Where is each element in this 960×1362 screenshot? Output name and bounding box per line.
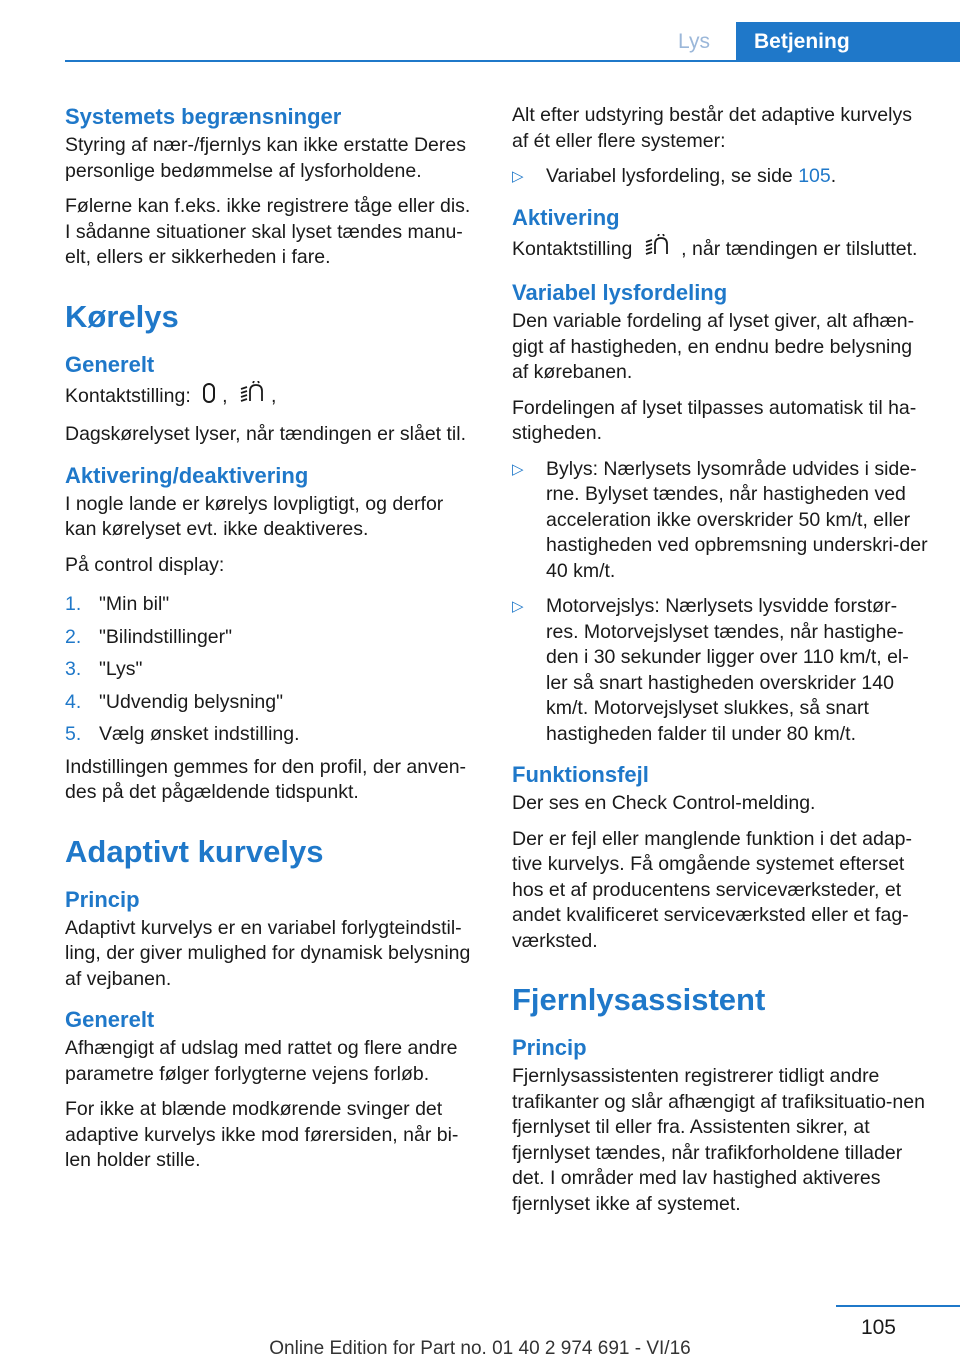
bullet-marker-icon: ▷ bbox=[512, 168, 524, 185]
heading-aktivering-deaktivering: Aktivering/deaktivering bbox=[65, 462, 309, 488]
key-position-0-icon bbox=[202, 382, 216, 412]
tab-betjening[interactable]: Betjening bbox=[736, 22, 960, 62]
paragraph: Fjernlysassistenten registrerer tidligt andre trafikanter og slår afhængigt af trafiksituatio-nen fjernlyset til eller fra. Assistenten sikrer, at fjernlyset tændes, når trafikforholdene tillader det. I områder med lav hastighed aktiveres fjernlyset ikke af systemet. bbox=[512, 1065, 925, 1215]
list-item: ▷ Bylys: Nærlysets lysområde udvides i side-rne. Bylyset tændes, når hastigheden ved acceleration ikke overskrider 50 km/t, eller hastigheden ved opbremsning underskri-der 40 km/t. bbox=[512, 457, 928, 585]
heading-adaptivt-kurvelys: Adaptivt kurvelys bbox=[65, 833, 324, 869]
key-position-ignition-icon bbox=[239, 381, 265, 413]
page-number: 105 bbox=[860, 1316, 896, 1339]
heading-princip: Princip bbox=[65, 886, 140, 912]
paragraph: For ikke at blænde modkørende svinger det adaptive kurvelys ikke mod førersiden, når bi-len holder stille. bbox=[65, 1098, 459, 1171]
paragraph: Der er fejl eller manglende funktion i det adap-tive kurvelys. Få omgående systemet efterset hos et af producentens serviceværksteder, et andet kvalificeret serviceværksted eller et fag-værksted. bbox=[512, 827, 912, 952]
heading-funktionsfejl: Funktionsfejl bbox=[512, 762, 649, 787]
footer-rule bbox=[836, 1305, 960, 1307]
heading-generelt: Generelt bbox=[65, 351, 155, 377]
paragraph: Indstillingen gemmes for den profil, der anven-des på det pågældende tidspunkt. bbox=[65, 755, 467, 803]
kontaktstilling-line bbox=[65, 381, 479, 413]
header-bar bbox=[65, 0, 960, 62]
page-link[interactable]: 105 bbox=[798, 165, 831, 187]
list-item: ▷ Variabel lysfordeling, se side 105. bbox=[512, 164, 928, 190]
paragraph: Dagskørelyset lyser, når tændingen er slået til. bbox=[65, 423, 467, 445]
heading-korelys: Kørelys bbox=[65, 298, 179, 334]
list-item: 1. "Min bil" bbox=[65, 593, 170, 615]
tab-lys[interactable]: Lys bbox=[652, 22, 736, 62]
paragraph: Adaptivt kurvelys er en variabel forlygteindstil-ling, der giver mulighed for dynamisk belysning af vejbanen. bbox=[65, 916, 471, 990]
paragraph: Fordelingen af lyset tilpasses automatisk til ha-stigheden. bbox=[512, 396, 917, 444]
kontakt-label: Kontaktstilling: bbox=[65, 384, 191, 407]
heading-variabel-lysfordeling: Variabel lysfordeling bbox=[512, 280, 728, 305]
edition-line: Online Edition for Part no. 01 40 2 974 691 - VI/16 bbox=[269, 1338, 691, 1359]
bullet-marker-icon: ▷ bbox=[512, 460, 524, 478]
aktivering-line: Kontaktstilling , når tændingen er tilsluttet. bbox=[512, 234, 928, 266]
list-item: 2. "Bilindstillinger" bbox=[65, 625, 233, 648]
paragraph: På control display: bbox=[65, 553, 225, 576]
list-item: 4. "Udvendig belysning" bbox=[65, 690, 284, 713]
left-column bbox=[65, 103, 479, 1184]
separator: , bbox=[222, 384, 228, 407]
separator: , bbox=[271, 384, 277, 407]
list-item: 3. "Lys" bbox=[65, 658, 143, 680]
list-item: ▷ Motorvejslys: Nærlysets lysvidde forstør-res. Motorvejslyset tændes, når hastighe-den i 30 sekunder ligger over 110 km/t, el-ler så snart hastigheden overskrider 140 km/t. Motorvejslyset slukkes, så snart hastigheden falder til under 80 km/t. bbox=[512, 594, 928, 747]
heading-generelt: Generelt bbox=[65, 1007, 155, 1032]
key-position-ignition-icon bbox=[644, 234, 670, 266]
list-item: 5. Vælg ønsket indstilling. bbox=[65, 723, 300, 745]
paragraph: Afhængigt af udslag med rattet og flere andre parametre følger forlygterne vejens forløb. bbox=[65, 1037, 458, 1085]
heading-princip: Princip bbox=[512, 1035, 587, 1060]
steps-list bbox=[65, 592, 479, 748]
right-column bbox=[512, 103, 928, 1227]
paragraph: Der ses en Check Control-melding. bbox=[512, 792, 816, 814]
paragraph: Styring af nær-/fjernlys kan ikke erstatte Deres personlige bedømmelse af lysforholdene. bbox=[65, 134, 466, 182]
heading-aktivering: Aktivering bbox=[512, 204, 620, 230]
paragraph: Følerne kan f.eks. ikke registrere tåge eller dis. I sådanne situationer skal lyset tændes manu-elt, ellers er sikkerheden i fare. bbox=[65, 195, 471, 268]
paragraph: I nogle lande er kørelys lovpligtigt, og derfor kan kørelyset evt. ikke deaktiveres. bbox=[65, 492, 444, 540]
paragraph: Den variable fordeling af lyset giver, alt afhæn-gigt af hastigheden, en endnu bedre belysning af kørebanen. bbox=[512, 310, 915, 383]
bullet-marker-icon: ▷ bbox=[512, 598, 524, 615]
heading-fjernlysassistent: Fjernlysassistent bbox=[512, 982, 766, 1017]
paragraph: Alt efter udstyring består det adaptive kurvelys af ét eller flere systemer: bbox=[512, 104, 912, 152]
heading-systemets-begraensninger: Systemets begrænsninger bbox=[65, 104, 342, 129]
header-rule bbox=[65, 60, 960, 62]
